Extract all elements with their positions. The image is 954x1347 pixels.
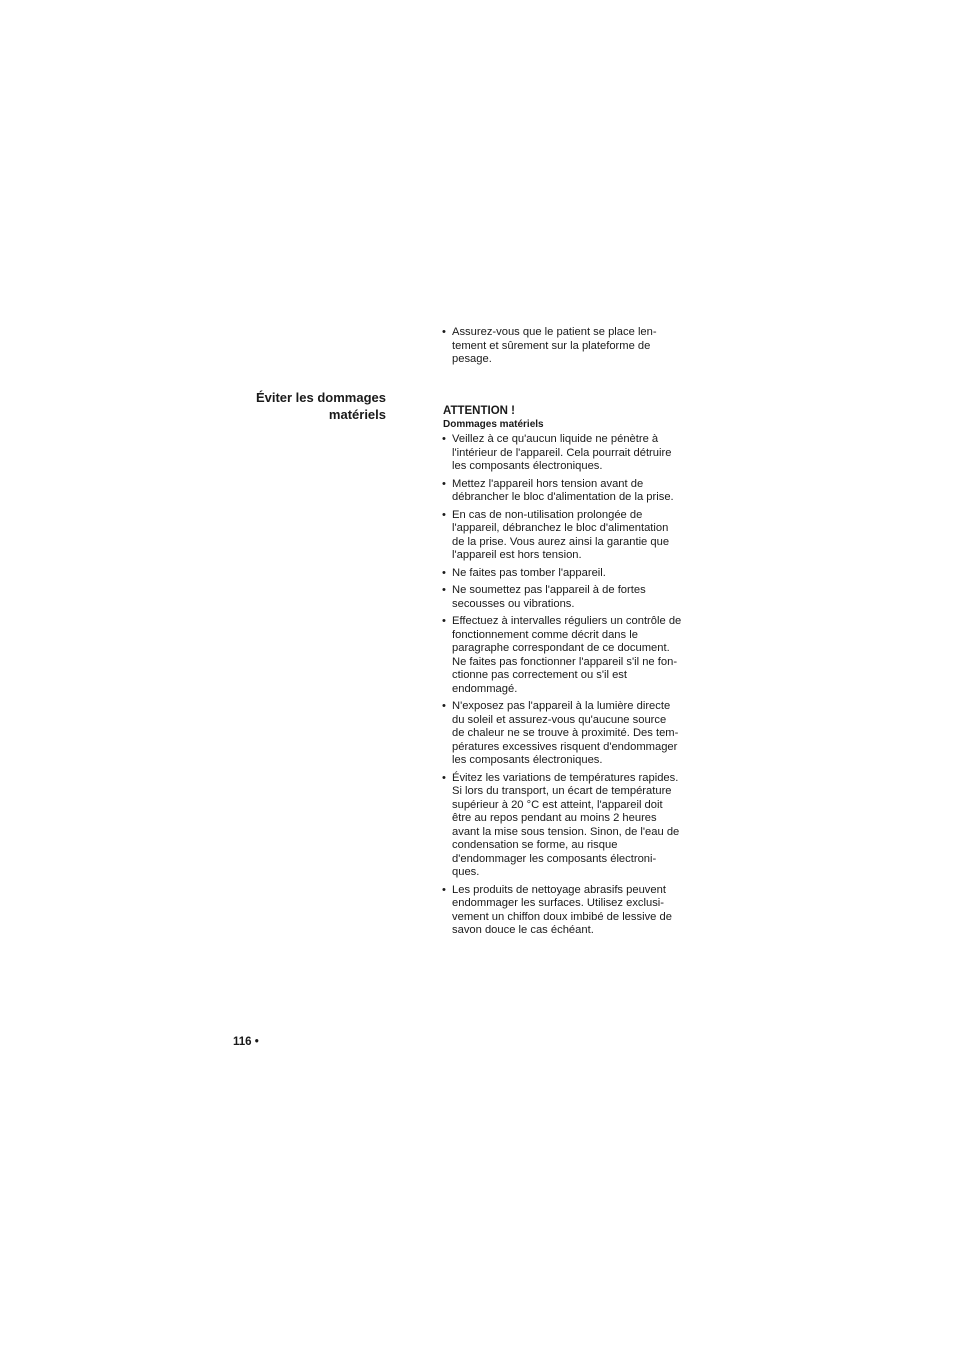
list-item: • En cas de non-utilisation prolongée de l'appareil, débranchez le bloc d'alimentation de la prise. Vous aurez ainsi la garantie que l'appareil est hors tension. xyxy=(443,509,703,563)
page-number: 116 • xyxy=(233,1036,259,1048)
warning-title: ATTENTION ! xyxy=(443,405,515,417)
warning-bullet-list xyxy=(443,433,703,938)
list-item: • N'exposez pas l'appareil à la lumière directe du soleil et assurez-vous qu'aucune source de chaleur ne se trouve à proximité. Des tem- pératures excessives risquent d'endommager les composants électroniques. xyxy=(443,700,703,768)
list-item: • Ne faites pas tomber l'appareil. xyxy=(443,567,703,581)
list-item: • Évitez les variations de températures rapides. Si lors du transport, un écart de température supérieur à 20 °C est atteint, l'appareil doit être au repos pendant au moins 2 heures avant la mise sous tension. Sinon, de l'eau de condensation se forme, au risque d'endommager les composants électroni- ques. xyxy=(443,772,703,880)
list-item: • Assurez-vous que le patient se place len- tement et sûrement sur la plateforme de pesage. xyxy=(443,326,703,367)
list-item: • Mettez l'appareil hors tension avant de débrancher le bloc d'alimentation de la prise. xyxy=(443,478,703,505)
warning-block xyxy=(443,404,703,942)
list-item: • Les produits de nettoyage abrasifs peuvent endommager les surfaces. Utilisez exclusi- vement un chiffon doux imbibé de lessive de savon douce le cas échéant. xyxy=(443,884,703,938)
section-heading: Éviter les dommages matériels xyxy=(255,390,386,422)
list-item: • Ne soumettez pas l'appareil à de fortes secousses ou vibrations. xyxy=(443,584,703,611)
warning-subtitle: Dommages matériels xyxy=(443,419,544,430)
list-item: • Effectuez à intervalles réguliers un contrôle de fonctionnement comme décrit dans le paragraphe correspondant de ce document. Ne faites pas fonctionner l'appareil s'il ne fon- ctionne pas correctement ou s'il est endommagé. xyxy=(443,615,703,696)
list-item: • Veillez à ce qu'aucun liquide ne pénètre à l'intérieur de l'appareil. Cela pourrait détruire les composants électroniques. xyxy=(443,433,703,474)
intro-bullet-list xyxy=(443,326,703,371)
